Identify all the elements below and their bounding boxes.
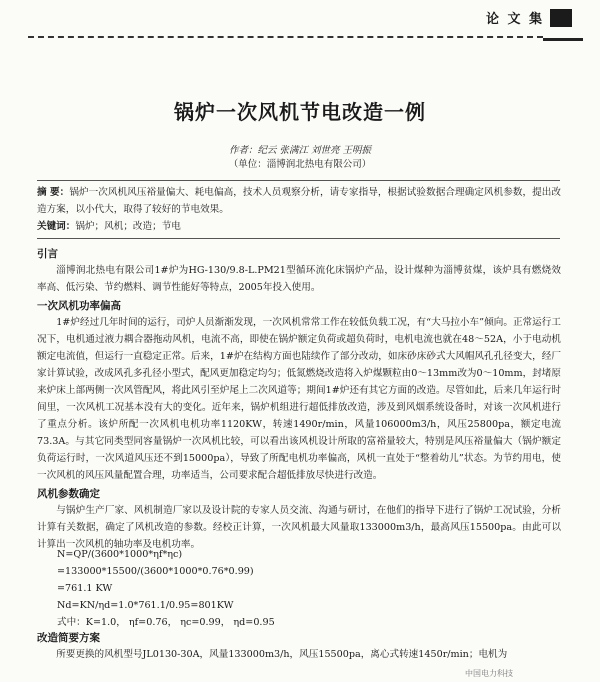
formula-line: Nd=KN/ηd=1.0*761.1/0.95=801KW xyxy=(57,600,234,611)
section-heading: 风机参数确定 xyxy=(37,488,100,500)
formula-line: =133000*15500/(3600*1000*0.76*0.99) xyxy=(57,566,254,577)
formula-line: 式中：K=1.0， ηf=0.76， ηc=0.99， ηd=0.95 xyxy=(57,617,275,628)
section-heading: 一次风机功率偏高 xyxy=(37,300,121,312)
abstract-text: 锅炉一次风机风压裕量偏大、耗电偏高，技术人员观察分析，请专家指导，根据试验数据合理确定风机参数，提出改造方案，以小代大，取得了较好的节电效果。 xyxy=(37,187,562,215)
section-marker-block xyxy=(550,9,572,27)
keywords-text: 锅炉；风机；改造；节电 xyxy=(75,221,181,232)
article-authors: 作者：纪云 张满江 刘世亮 王明振 xyxy=(228,145,372,156)
abstract-label: 摘 要： xyxy=(37,187,70,198)
header-tag xyxy=(486,8,572,27)
article-affiliation: （单位：淄博润北热电有限公司） xyxy=(228,159,372,170)
header-rule xyxy=(28,36,543,38)
section-heading: 改造简要方案 xyxy=(37,632,100,644)
abstract-top-rule xyxy=(37,180,560,181)
abstract xyxy=(37,184,561,218)
section-label: 论 文 集 xyxy=(485,12,544,27)
footer-text: 中国电力科技 xyxy=(465,669,513,678)
section-paragraph: 所要更换的风机型号JL0130-30A，风量133000m3/h，风压15500pa，离心式转速1450r/min；电机为 xyxy=(56,649,508,660)
section-heading: 引言 xyxy=(37,248,58,260)
section-paragraph: 与锅炉生产厂家、风机制造厂家以及设计院的专家人员交流、沟通与研讨，在他们的指导下进行了锅炉工况试验，分析计算有关数据，确定了风机改造的参数。经校正计算，一次风机最大风量取133000m3/h，最高风压15500pa。由此可以计算出一次风机的轴功率及电机功率。 xyxy=(37,505,561,550)
article-title: 锅炉一次风机节电改造一例 xyxy=(174,100,426,124)
abstract-bottom-rule xyxy=(37,238,560,239)
keywords-label: 关键词： xyxy=(37,221,76,232)
header-rule-solid xyxy=(543,38,583,41)
keywords xyxy=(37,218,561,235)
formula-line: N=QP/(3600*1000*ηf*ηc) xyxy=(57,549,183,560)
formula-line: =761.1 KW xyxy=(57,583,113,594)
section-paragraph: 淄博润北热电有限公司1#炉为HG-130/9.8-L.PM21型循环流化床锅炉产品，设计煤种为淄博贫煤，该炉具有燃烧效率高、低污染、节约燃料、调节性能好等特点，2005年投入使用。 xyxy=(37,265,561,293)
section-paragraph: 1#炉经过几年时间的运行，司炉人员渐渐发现，一次风机常常工作在较低负载工况，有“大马拉小车”倾向。正常运行工况下，电机通过液力耦合器拖动风机，电流不高，即使在锅炉额定负荷或超负荷时，电机电流也就在48～52A，小于电动机额定电流值，但运行一直稳定正常。后来，1#炉在结构方面也陆续作了部分改动，如床砂床砂式大风帽风孔孔径变大，经厂家计算试验，改成风孔多孔径小型式，配风更加稳定均匀；低氮燃烧改造将入炉煤颗粒由0～13mm改为0～10mm，封堵原来炉床上部两侧一次风管配风，将此风引至炉尾上二次风道等；期间1#炉还有其它方面的改造。尽管如此，后来几年运行时间里，一次风机工况基本没有大的变化。近年来，锅炉机组进行超低排放改造，涉及到风烟系统设备时，对该一次风机进行了重点分析。该炉所配一次风机电机功率1120KW，转速1490r/min，风量106000m3/h，风压25800pa，额定电流73.3A。与其它同类型同容量锅炉一次风机比较，可以看出该风机设计所取的富裕量较大，特别是风压裕量偏大（锅炉额定负荷运行时，一次风道风压还不到15000pa），导致了所配电机功率偏高，风机一直处于“整着幼儿”状态。为节约用电，使一次风机的风压风量配置合理，功率适当，公司要求配合超低排放尽快进行改造。 xyxy=(37,317,561,481)
